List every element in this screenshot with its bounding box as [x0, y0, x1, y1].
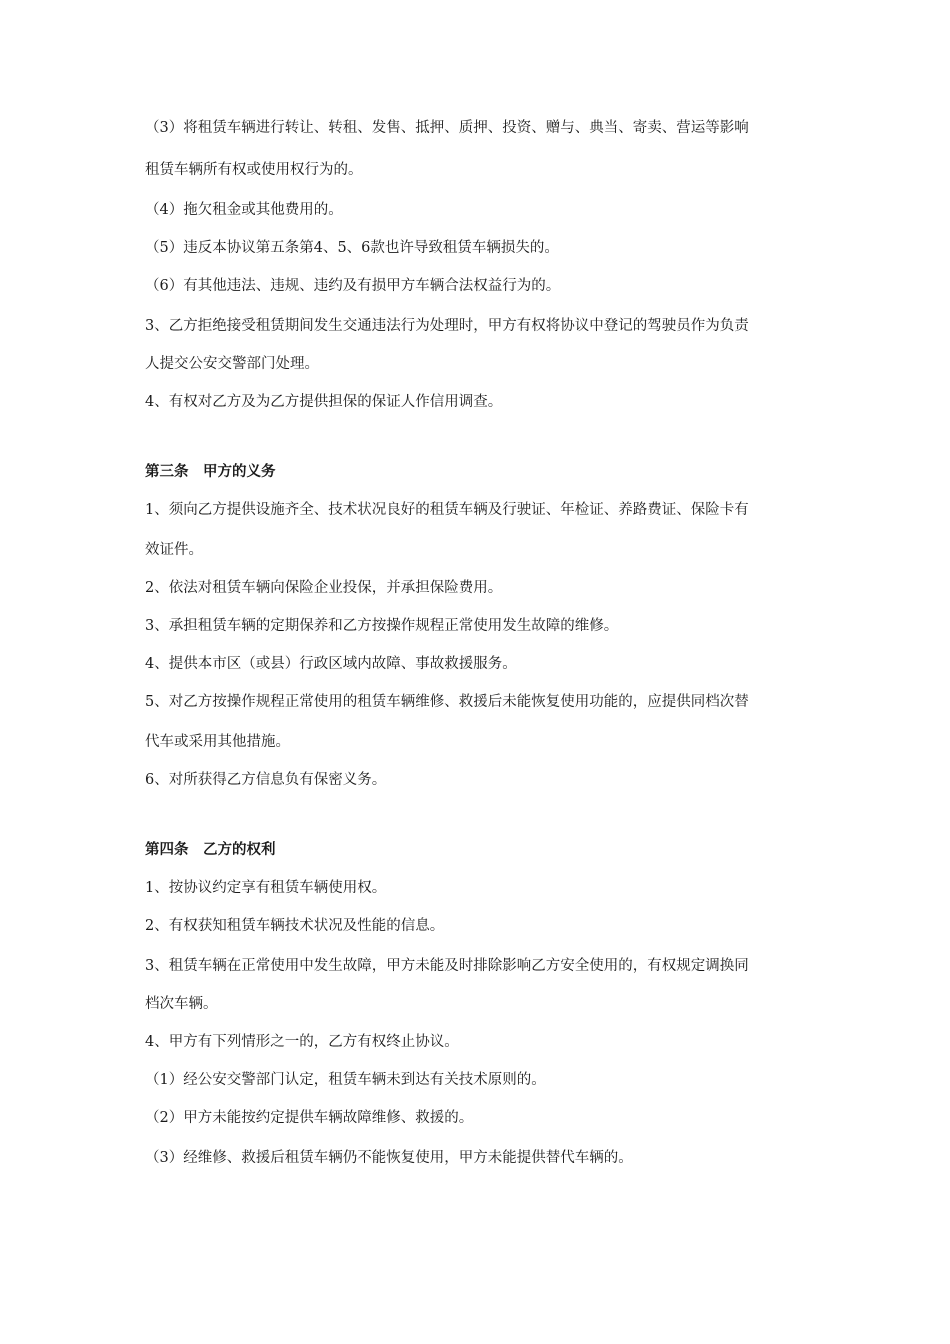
paragraph-line: （5）违反本协议第五条第4、5、6款也许导致租赁车辆损失的。: [145, 240, 559, 256]
paragraph-line: 效证件。: [145, 542, 203, 558]
paragraph-line: 档次车辆。: [145, 996, 218, 1012]
paragraph-line: （3）将租赁车辆进行转让、转租、发售、抵押、质押、投资、赠与、典当、寄卖、营运等影响: [145, 120, 749, 136]
paragraph-line: （4）拖欠租金或其他费用的。: [145, 202, 343, 218]
paragraph-line: 3、承担租赁车辆的定期保养和乙方按操作规程正常使用发生故障的维修。: [145, 618, 619, 634]
paragraph-line: 人提交公安交警部门处理。: [145, 356, 319, 372]
paragraph-line: 4、提供本市区（或县）行政区域内故障、事故救援服务。: [145, 656, 517, 672]
paragraph-line: （2）甲方未能按约定提供车辆故障维修、救援的。: [145, 1110, 474, 1126]
paragraph-line: 3、租赁车辆在正常使用中发生故障，甲方未能及时排除影响乙方安全使用的，有权规定调换同: [145, 958, 749, 974]
paragraph-line: 1、须向乙方提供设施齐全、技术状况良好的租赁车辆及行驶证、年检证、养路费证、保险卡有: [145, 502, 749, 518]
paragraph-line: （3）经维修、救援后租赁车辆仍不能恢复使用，甲方未能提供替代车辆的。: [145, 1150, 633, 1166]
paragraph-line: 6、对所获得乙方信息负有保密义务。: [145, 772, 387, 788]
paragraph-line: 4、有权对乙方及为乙方提供担保的保证人作信用调查。: [145, 394, 503, 410]
paragraph-line: 3、乙方拒绝接受租赁期间发生交通违法行为处理时，甲方有权将协议中登记的驾驶员作为负责: [145, 318, 749, 334]
paragraph-line: 4、甲方有下列情形之一的，乙方有权终止协议。: [145, 1034, 459, 1050]
paragraph-line: （1）经公安交警部门认定，租赁车辆未到达有关技术原则的。: [145, 1072, 546, 1088]
paragraph-line: 1、按协议约定享有租赁车辆使用权。: [145, 880, 387, 896]
paragraph-line: 5、对乙方按操作规程正常使用的租赁车辆维修、救援后未能恢复使用功能的，应提供同档次替: [145, 694, 749, 710]
paragraph-line: 租赁车辆所有权或使用权行为的。: [145, 162, 363, 178]
paragraph-line: 2、有权获知租赁车辆技术状况及性能的信息。: [145, 918, 445, 934]
section-heading: 第三条 甲方的义务: [145, 464, 276, 480]
section-heading: 第四条 乙方的权利: [145, 842, 276, 858]
paragraph-line: 2、依法对租赁车辆向保险企业投保，并承担保险费用。: [145, 580, 503, 596]
paragraph-line: 代车或采用其他措施。: [145, 734, 290, 750]
paragraph-line: （6）有其他违法、违规、违约及有损甲方车辆合法权益行为的。: [145, 278, 561, 294]
